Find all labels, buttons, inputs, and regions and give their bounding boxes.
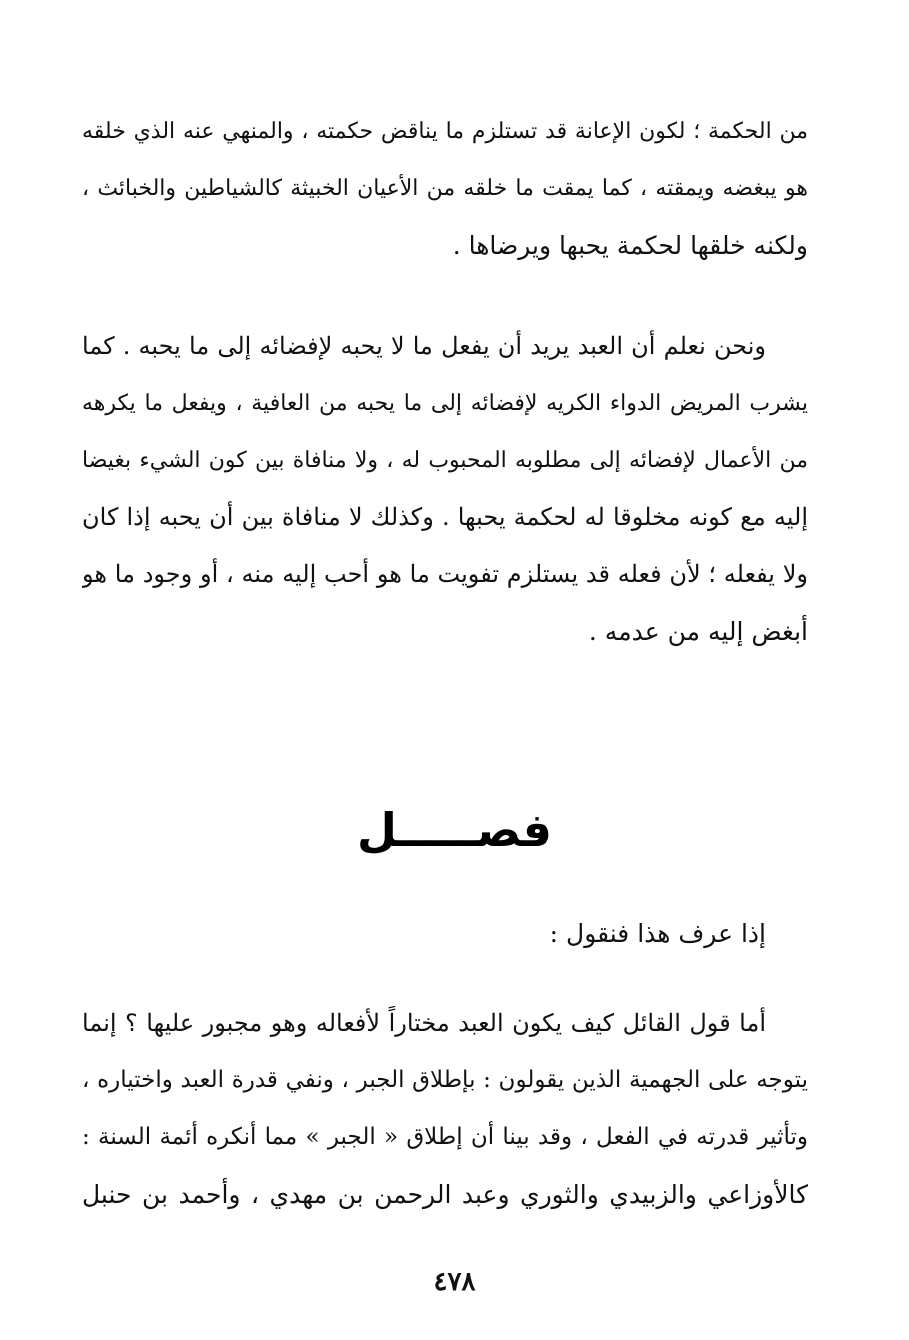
text-line: كالأوزاعي والزبيدي والثوري وعبد الرحمن بن مهدي ، وأحمد بن حنبل [82,1180,808,1209]
text-line: يتوجه على الجهمية الذين يقولون : بإطلاق الجبر ، ونفي قدرة العبد واختياره ، [82,1067,808,1093]
text-line: أبغض إليه من عدمه . [588,617,808,646]
text-line: من الأعمال لإفضائه إلى مطلوبه المحبوب له ، ولا منافاة بين كون الشيء بغيضا [82,448,808,473]
text-line: ونحن نعلم أن العبد يريد أن يفعل ما لا يحبه لإفضائه إلى ما يحبه . كما [82,332,766,360]
section-heading [0,790,909,870]
text-line: إذا عرف هذا فنقول : [549,919,766,948]
text-line: ولا يفعله ؛ لأن فعله قد يستلزم تفويت ما هو أحب إليه منه ، أو وجود ما هو [82,560,808,588]
text-line: أما قول القائل كيف يكون العبد مختاراً لأفعاله وهو مجبور عليها ؟ إنما [82,1009,766,1037]
text-line: وتأثير قدرته في الفعل ، وقد بينا أن إطلاق « الجبر » مما أنكره أئمة السنة : [82,1124,808,1150]
paragraph-3 [82,905,808,962]
text-line: ولكنه خلقها لحكمة يحبها ويرضاها . [452,231,808,260]
paragraph-4 [82,995,808,1223]
paragraph-1 [82,103,808,274]
page-number: ٤٧٨ [433,1267,476,1297]
section-heading-text: فصـــــل [356,803,553,857]
text-line: يشرب المريض الدواء الكريه لإفضائه إلى ما يحبه من العافية ، ويفعل ما يكرهه [82,391,808,416]
paragraph-2 [82,318,808,660]
text-line: إليه مع كونه مخلوقا له لحكمة يحبها . وكذلك لا منافاة بين أن يحبه إذا كان [82,503,808,531]
text-line: من الحكمة ؛ لكون الإعانة قد تستلزم ما يناقض حكمته ، والمنهي عنه الذي خلقه [82,119,808,144]
text-line: هو يبغضه ويمقته ، كما يمقت ما خلقه من الأعيان الخبيثة كالشياطين والخبائث ، [82,176,808,201]
